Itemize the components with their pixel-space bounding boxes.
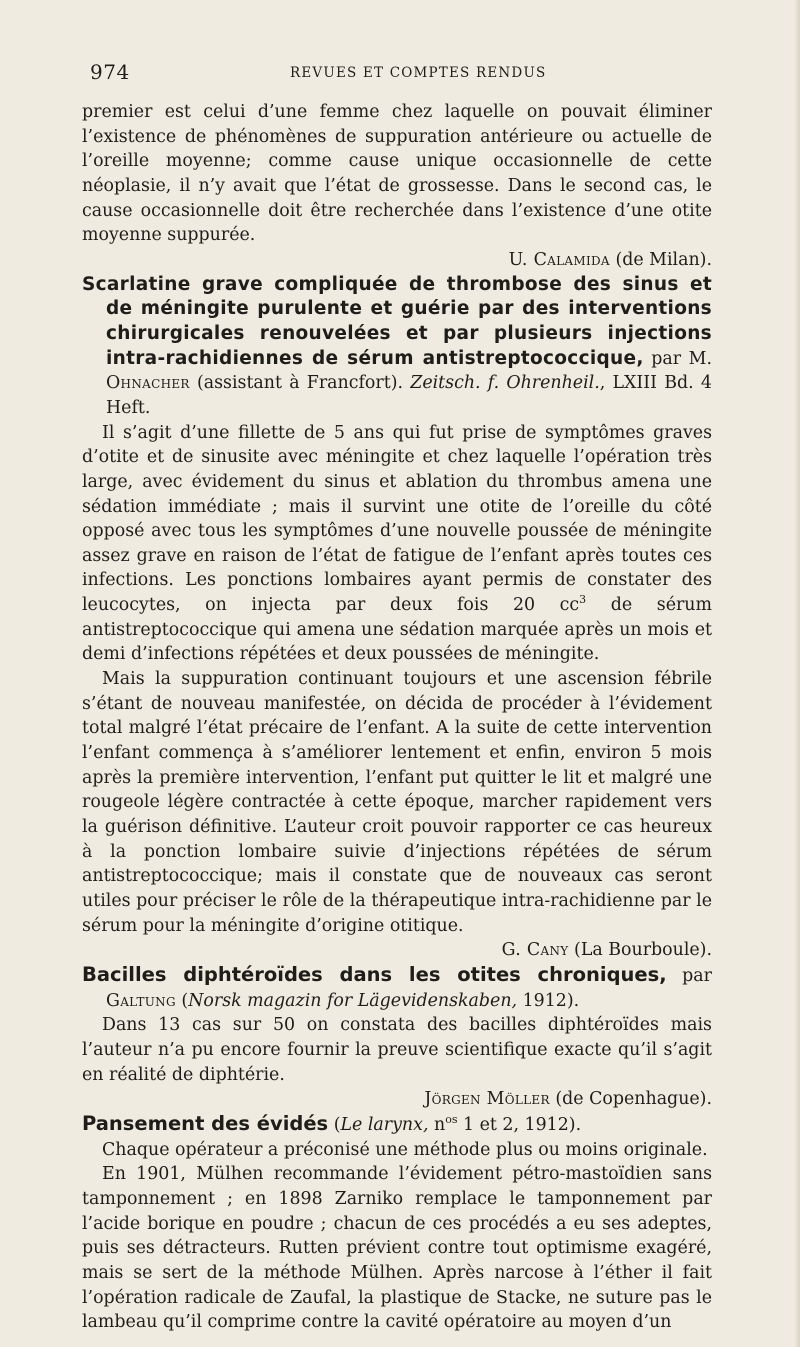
article-heading-pansement: Pansement des évidés (Le larynx, $n^{os}$ 1 et 2, 1912). xyxy=(82,1111,582,1135)
page-number: 974 xyxy=(90,60,130,84)
running-title: REVUES ET COMPTES RENDUS xyxy=(290,65,547,81)
article-journal: Le larynx, xyxy=(340,1114,429,1135)
signature-place: (de Copenhague). xyxy=(549,1089,712,1110)
article-title: Scarlatine grave compliquée de thrombose des sinus et de méningite purulente et guérie par des interventions chirurgicales renouvelées et par plusieurs injections intra-rachidiennes de sérum antistreptococcique, xyxy=(82,273,712,369)
paragraph-text-end: de sérum antistreptococcique qui amena une sédation marquée après un mois et demi d’infections répétées et deux poussées de méningite. xyxy=(82,595,713,665)
signature-name: U. Calamida xyxy=(508,249,610,270)
article-paragraph: En 1901, Mülhen recommande l’évidement pétro-mastoïdien sans tamponnement ; en 1898 Zarniko remplace le tamponnement par l’acide borique en poudre ; chacun de ces procédés a eu ses adeptes, puis ses détracteurs. Rutten prévient contre tout optimisme exagéré, mais se sert de la méthode Mülhen. Après narcose à l’éther il fait l’opération radicale de Zaufal, la plastique de Stacke, ne suture pas le lambeau qu’il comprime contre la cavité opératoire au moyen d’un xyxy=(82,1164,712,1333)
article-paragraph: Dans 13 cas sur 50 on constata des bacilles diphtéroïdes mais l’auteur n’a pu encore fournir la preuve scientifique exacte qu’il s’agit en réalité de diphtérie. xyxy=(82,1015,712,1085)
article-heading-bacilles: Bacilles diphtéroïdes dans les otites chroniques, par Galtung (Norsk magazin for Lägevidenskaben, 1912). xyxy=(82,962,712,1011)
article-journal: Norsk magazin for Lägevidenskaben, xyxy=(188,990,518,1011)
signature-name: G. Cany xyxy=(501,940,569,961)
signature-calamida xyxy=(82,248,712,273)
article-by: par xyxy=(666,965,712,986)
article-reference: n xyxy=(428,1114,446,1135)
article-author: Galtung xyxy=(106,990,176,1011)
signature-moller xyxy=(82,1087,712,1112)
article-title: Bacilles diphtéroïdes dans les otites chroniques, xyxy=(82,962,667,986)
page-edge-shadow xyxy=(794,0,800,1347)
article-author: Ohnacher xyxy=(106,373,190,394)
signature-place: (de Milan). xyxy=(615,249,712,270)
article-reference: , LXIII Bd. 4 Heft. xyxy=(106,373,712,418)
signature-place: (La Bourboule). xyxy=(568,940,712,961)
signature-name: Jörgen Möller xyxy=(424,1089,550,1110)
article-paragraph xyxy=(82,421,712,668)
article-paragraph: Mais la suppuration continuant toujours et une ascension fébrile s’étant de nouveau manifestée, on décida de procéder à l’évidement total malgré l’état précaire de l’enfant. A la suite de cette intervention l’enfant commença à s’améliorer lentement et enfin, environ 5 mois après la première intervention, l’enfant put quitter le lit et malgré une rougeole légère contractée à cette époque, marcher rapidement vers la guérison définitive. L’auteur croit pouvoir rapporter ce cas heureux à la ponction lombaire suivie d’injections répétées de sérum antistreptococcique; mais il constate que de nouveaux cas seront utiles pour préciser le rôle de la thérapeutique intra-rachidienne par le sérum pour la méningite d’origine otitique. xyxy=(82,669,712,936)
article-journal: Zeitsch. f. Ohrenheil. xyxy=(410,373,600,394)
article-affiliation: (assistant à Francfort). xyxy=(189,373,411,394)
superscript: os xyxy=(445,1113,458,1127)
superscript: 3 xyxy=(579,593,587,607)
article-reference-end: 1 et 2, 1912). xyxy=(457,1114,582,1135)
paragraph-text: Il s’agit d’une fillette de 5 ans qui fut prise de symptômes graves d’otite et de sinusite avec méningite et chez laquelle l’opération très large, avec évidement du sinus et ablation du thrombus amena une sédation immédiate ; mais il survint une otite de l’oreille du côté opposé avec tous les symptômes d’une nouvelle poussée de méningite assez grave en raison de l’état de fatigue de l’enfant après toutes ces infections. Les ponctions lombaires ayant permis de constater des leucocytes, on injecta par deux fois 20 cc xyxy=(82,422,712,616)
body-text xyxy=(82,100,712,1335)
article-title: Pansement des évidés xyxy=(82,1111,329,1135)
page-header xyxy=(90,60,710,90)
article-by: par M. xyxy=(643,348,712,369)
signature-cany xyxy=(82,938,712,963)
article-paragraph: Chaque opérateur a préconisé une méthode plus ou moins originale. xyxy=(102,1139,708,1160)
paragraph-continuation: premier est celui d’une femme chez laquelle on pouvait éliminer l’existence de phénomènes de suppuration antérieure ou actuelle de l’oreille moyenne; comme cause unique occasionnelle de cette néoplasie, il n’y avait que l’état de grossesse. Dans le second cas, le cause occasionnelle doit être recherchée dans l’existence d’une otite moyenne suppurée. xyxy=(82,102,712,246)
article-heading-scarlatine xyxy=(82,273,712,421)
article-year: 1912). xyxy=(517,990,580,1011)
